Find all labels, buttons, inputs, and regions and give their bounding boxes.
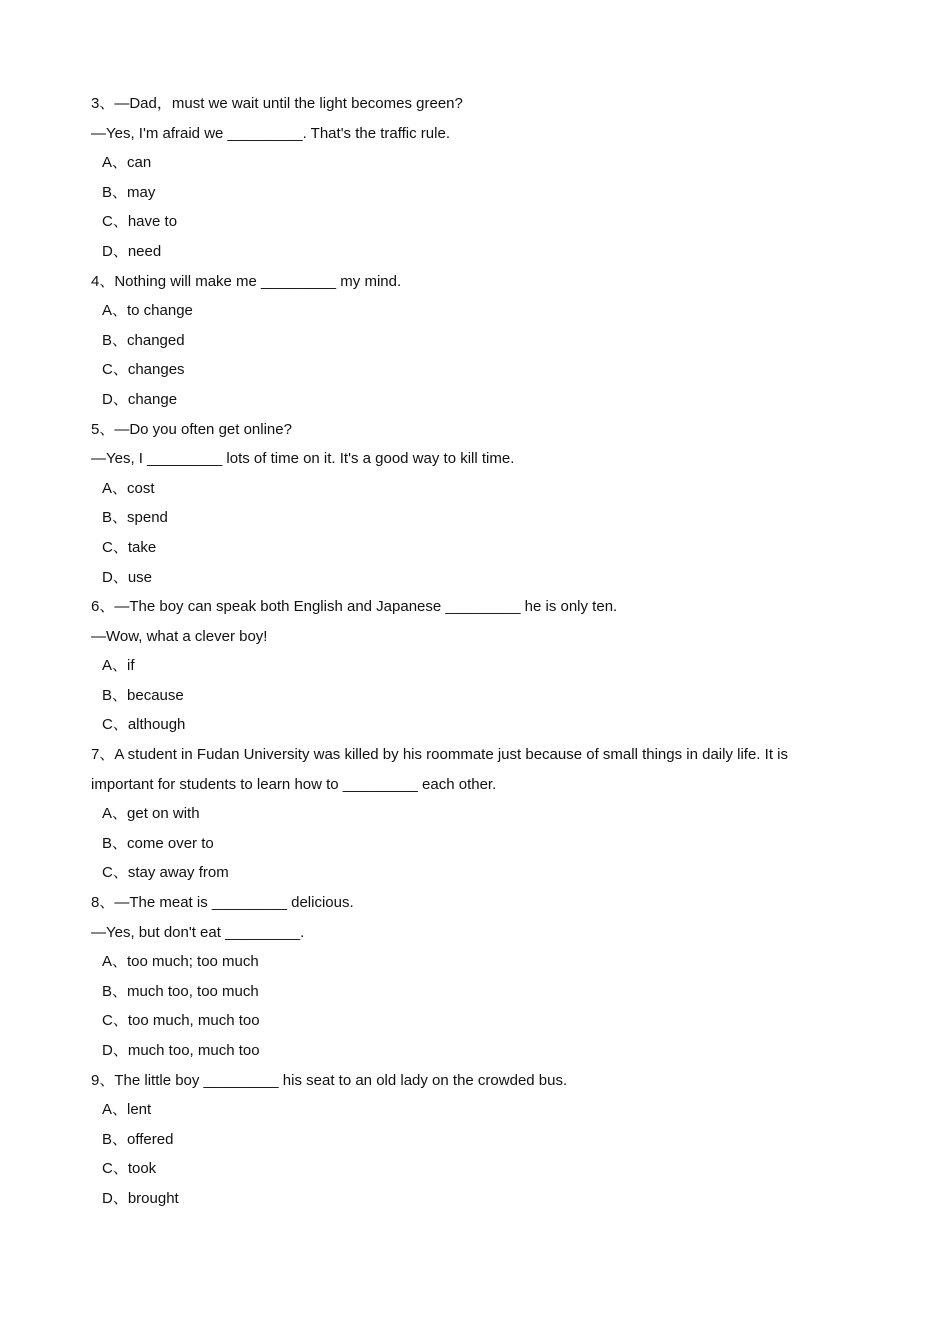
question-5 (91, 415, 831, 593)
option-b: B、much too, too much (102, 982, 259, 1000)
option-b: B、changed (102, 331, 185, 349)
option-c: C、stay away from (102, 864, 229, 882)
question-stem: 7、A student in Fudan University was killed by his roommate just because of small things in daily life. It is (91, 746, 788, 764)
question-stem: 4、Nothing will make me _________ my mind. (91, 272, 402, 290)
question-stem: —Wow, what a clever boy! (91, 627, 268, 645)
question-6 (91, 592, 831, 740)
question-list (91, 89, 831, 1214)
option-d: D、use (102, 568, 153, 586)
question-stem: 6、—The boy can speak both English and Japanese _________ he is only ten. (91, 598, 618, 616)
option-a: A、can (102, 154, 152, 172)
question-stem: —Yes, I'm afraid we _________. That's the traffic rule. (91, 124, 450, 142)
question-8 (91, 888, 831, 1066)
question-9 (91, 1066, 831, 1214)
option-a: A、too much; too much (102, 953, 259, 971)
option-c: C、have to (102, 213, 178, 231)
option-a: A、to change (102, 302, 193, 320)
option-a: A、cost (102, 479, 155, 497)
question-4 (91, 267, 831, 415)
option-d: D、change (102, 390, 178, 408)
question-stem: —Yes, but don't eat _________. (91, 923, 305, 941)
option-b: B、come over to (102, 834, 214, 852)
option-c: C、changes (102, 361, 185, 379)
option-c: C、take (102, 538, 157, 556)
option-d: D、brought (102, 1189, 179, 1207)
question-stem: 9、The little boy _________ his seat to an old lady on the crowded bus. (91, 1071, 568, 1089)
option-b: B、because (102, 686, 184, 704)
option-a: A、get on with (102, 805, 200, 823)
option-a: A、lent (102, 1101, 152, 1119)
question-7 (91, 740, 831, 888)
question-stem: 3、—Dad，must we wait until the light becomes green? (91, 95, 463, 112)
question-stem: important for students to learn how to _________ each other. (91, 775, 497, 793)
option-c: C、too much, much too (102, 1012, 260, 1030)
option-b: B、offered (102, 1130, 174, 1148)
option-d: D、need (102, 242, 162, 260)
question-stem: 5、—Do you often get online? (91, 420, 292, 438)
option-c: C、although (102, 716, 186, 734)
question-3 (91, 89, 831, 267)
option-c: C、took (102, 1160, 157, 1178)
option-b: B、spend (102, 509, 168, 527)
question-stem: —Yes, I _________ lots of time on it. It's a good way to kill time. (91, 450, 515, 468)
option-a: A、if (102, 657, 135, 675)
option-d: D、much too, much too (102, 1042, 260, 1059)
option-b: B、may (102, 183, 156, 201)
question-stem: 8、—The meat is _________ delicious. (91, 894, 354, 912)
